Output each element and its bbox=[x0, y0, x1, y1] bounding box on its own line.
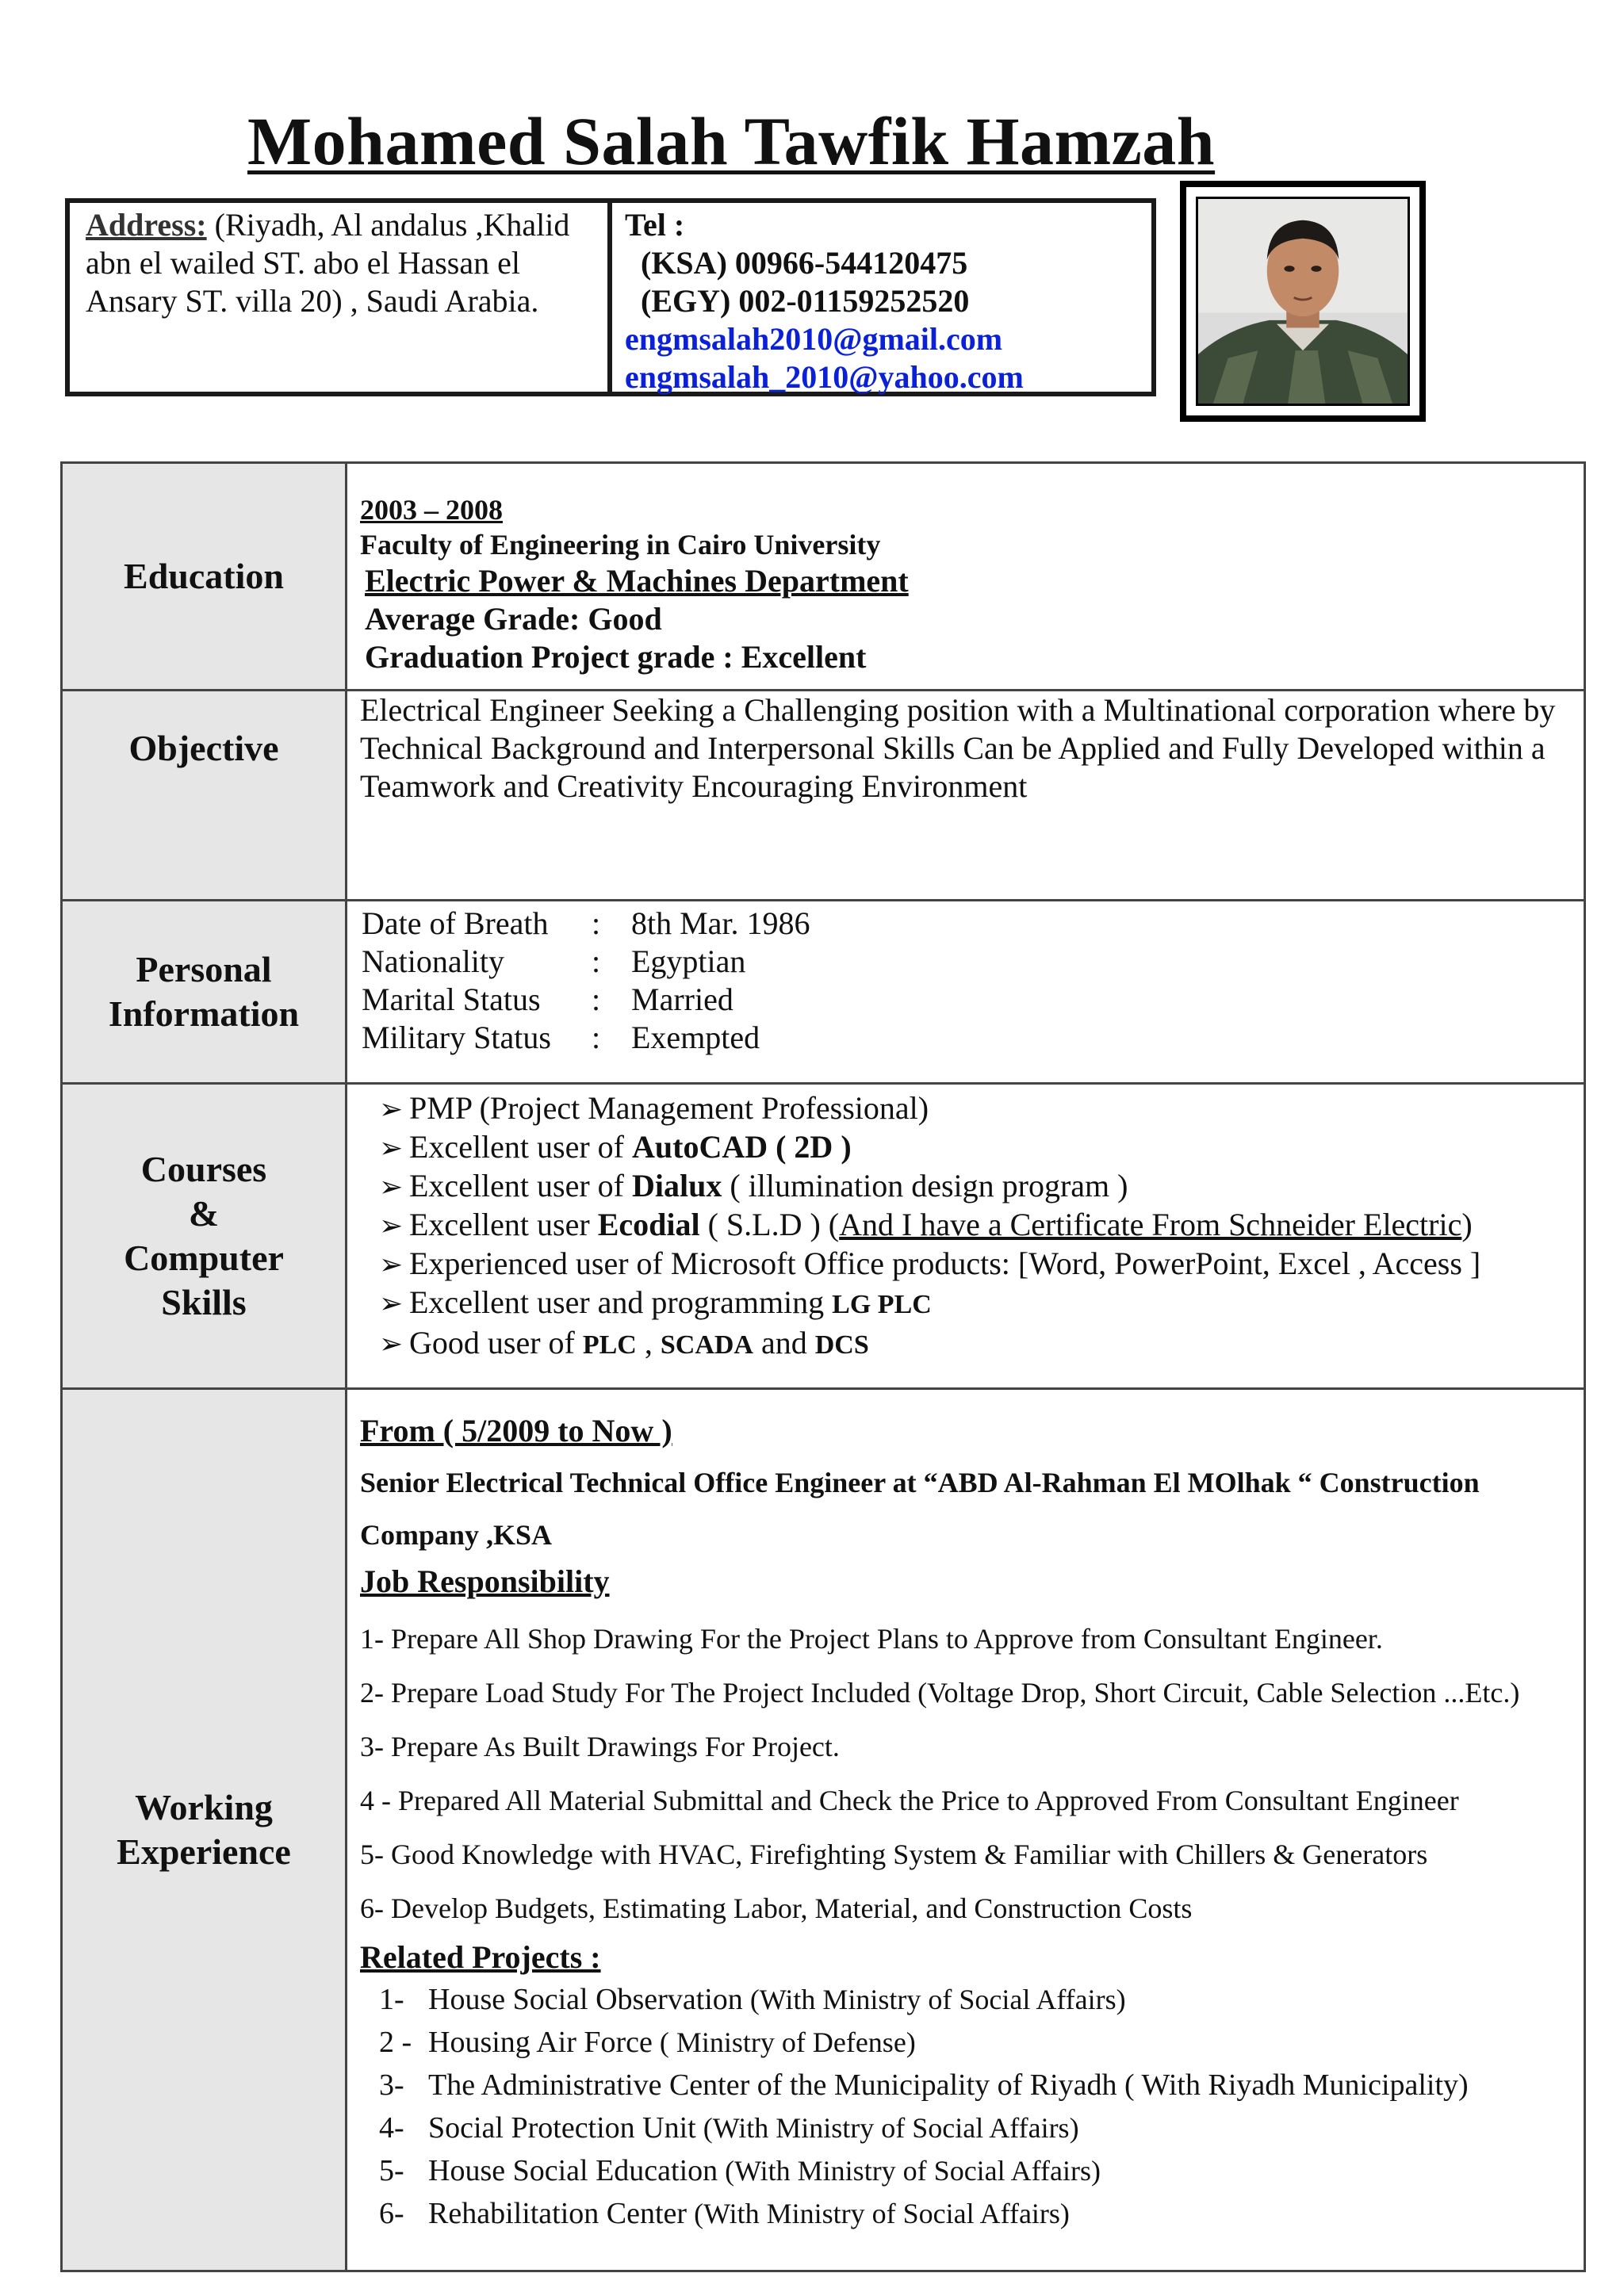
arrow-bullet-icon: ➢ bbox=[379, 1132, 404, 1164]
skill-item: ➢ Excellent user and programming LG PLC bbox=[379, 1284, 1572, 1324]
arrow-bullet-icon: ➢ bbox=[379, 1328, 404, 1360]
address-text: (Riyadh, Al andalus ,Khalid abn el wailed ST. abo el Hassan el Ansary ST. villa 20) , Saudi Arabia. bbox=[86, 207, 570, 319]
personal-heading bbox=[62, 901, 347, 1084]
responsibility-item: 5- Good Knowledge with HVAC, Firefighting System & Familiar with Chillers & Generators bbox=[360, 1839, 1428, 1870]
email-gmail[interactable]: engmsalah2010@gmail.com bbox=[625, 321, 1003, 357]
education-faculty: Faculty of Engineering in Cairo University bbox=[360, 529, 881, 561]
personal-row-military: Military Status : Exempted bbox=[362, 1020, 760, 1055]
objective-heading: Objective bbox=[62, 691, 347, 901]
skills-heading-line2: & bbox=[188, 1193, 220, 1234]
project-item: 6- Rehabilitation Center (With Ministry of Social Affairs) bbox=[379, 2197, 1070, 2230]
portrait-photo bbox=[1180, 181, 1426, 422]
personal-row-dob: Date of Breath : 8th Mar. 1986 bbox=[362, 905, 810, 941]
education-content bbox=[347, 463, 1585, 691]
phone-ksa: (KSA) 00966-544120475 bbox=[641, 245, 968, 281]
responsibility-item: 1- Prepare All Shop Drawing For the Project Plans to Approve from Consultant Engineer. bbox=[360, 1623, 1383, 1655]
skills-content bbox=[347, 1084, 1585, 1389]
arrow-bullet-icon: ➢ bbox=[379, 1288, 404, 1319]
skills-heading bbox=[62, 1084, 347, 1389]
arrow-bullet-icon: ➢ bbox=[379, 1171, 404, 1203]
skill-item: ➢ Excellent user of Dialux ( illumination design program ) bbox=[379, 1167, 1572, 1206]
tel-label: Tel : bbox=[625, 207, 685, 243]
candidate-name: Mohamed Salah Tawfik Hamzah bbox=[247, 103, 1216, 179]
project-item: 4- Social Protection Unit (With Ministry of Social Affairs) bbox=[379, 2111, 1079, 2145]
project-item: 5- House Social Education (With Ministry of Social Affairs) bbox=[379, 2154, 1101, 2187]
experience-row bbox=[62, 1389, 1585, 2271]
phone-cell bbox=[612, 203, 1151, 395]
cv-table bbox=[60, 461, 1586, 2272]
skill-item: ➢ Excellent user of AutoCAD ( 2D ) bbox=[379, 1128, 1572, 1167]
education-heading: Education bbox=[62, 463, 347, 691]
personal-row-marital: Marital Status : Married bbox=[362, 982, 733, 1017]
experience-heading bbox=[62, 1389, 347, 2271]
arrow-bullet-icon: ➢ bbox=[379, 1210, 404, 1242]
phone-egy: (EGY) 002-01159252520 bbox=[641, 283, 970, 319]
project-item: 2 - Housing Air Force ( Ministry of Defense) bbox=[379, 2026, 916, 2059]
experience-period: From ( 5/2009 to Now ) bbox=[360, 1413, 672, 1448]
personal-row-nationality: Nationality : Egyptian bbox=[362, 943, 746, 979]
skills-heading-line3: Computer bbox=[124, 1238, 284, 1278]
personal-heading-line2: Information bbox=[108, 993, 300, 1034]
responsibility-list bbox=[360, 1612, 1572, 1935]
experience-heading-line2: Experience bbox=[117, 1831, 291, 1872]
skill-item: ➢ Excellent user Ecodial ( S.L.D ) (And I have a Certificate From Schneider Electric) bbox=[379, 1206, 1572, 1245]
skills-row bbox=[62, 1084, 1585, 1389]
responsibility-item: 2- Prepare Load Study For The Project Included (Voltage Drop, Short Circuit, Cable Selection ...Etc.) bbox=[360, 1677, 1520, 1709]
personal-content bbox=[347, 901, 1585, 1084]
experience-role-line2: Company ,KSA bbox=[360, 1519, 553, 1551]
arrow-bullet-icon: ➢ bbox=[379, 1249, 404, 1280]
skills-heading-line4: Skills bbox=[161, 1282, 247, 1322]
projects-heading: Related Projects : bbox=[360, 1939, 601, 1975]
projects-list bbox=[360, 1978, 1572, 2235]
experience-heading-line1: Working bbox=[135, 1787, 273, 1827]
experience-content bbox=[347, 1389, 1585, 2271]
contact-box bbox=[65, 198, 1156, 396]
project-item: 3- The Administrative Center of the Municipality of Riyadh ( With Riyadh Municipality) bbox=[379, 2068, 1469, 2102]
responsibility-item: 3- Prepare As Built Drawings For Project. bbox=[360, 1731, 840, 1762]
arrow-bullet-icon: ➢ bbox=[379, 1093, 404, 1125]
experience-role-line1: Senior Electrical Technical Office Engineer at “ABD Al-Rahman El MOlhak “ Construction bbox=[360, 1467, 1480, 1498]
education-years: 2003 – 2008 bbox=[360, 494, 503, 526]
objective-text: Electrical Engineer Seeking a Challenging position with a Multinational corporation where by Technical Background and Interpersonal Skills Can be Applied and Fully Developed within a Teamwork and Creativity Encouraging Environment bbox=[347, 691, 1585, 901]
skill-item: ➢ PMP (Project Management Professional) bbox=[379, 1089, 1572, 1128]
email-yahoo[interactable]: engmsalah_2010@yahoo.com bbox=[625, 359, 1024, 395]
address-cell bbox=[70, 203, 612, 392]
skill-item: ➢ Experienced user of Microsoft Office products: [Word, PowerPoint, Excel , Access ] bbox=[379, 1245, 1572, 1284]
project-item: 1- House Social Observation (With Ministry of Social Affairs) bbox=[379, 1983, 1126, 2016]
responsibility-heading: Job Responsibility bbox=[360, 1563, 610, 1599]
responsibility-item: 4 - Prepared All Material Submittal and Check the Price to Approved From Consultant Engineer bbox=[360, 1785, 1459, 1816]
person-photo-icon bbox=[1198, 199, 1408, 404]
education-project: Graduation Project grade : Excellent bbox=[365, 639, 867, 675]
education-row bbox=[62, 463, 1585, 691]
responsibility-item: 6- Develop Budgets, Estimating Labor, Material, and Construction Costs bbox=[360, 1892, 1193, 1924]
skill-item: ➢ Good user of PLC , SCADA and DCS bbox=[379, 1324, 1572, 1364]
skills-list bbox=[347, 1085, 1572, 1377]
skills-heading-line1: Courses bbox=[140, 1149, 267, 1189]
personal-heading-line1: Personal bbox=[136, 949, 272, 989]
education-department: Electric Power & Machines Department bbox=[365, 563, 909, 599]
objective-row bbox=[62, 691, 1585, 901]
personal-row bbox=[62, 901, 1585, 1084]
address-label: Address: bbox=[86, 207, 207, 243]
education-grade: Average Grade: Good bbox=[365, 601, 662, 637]
